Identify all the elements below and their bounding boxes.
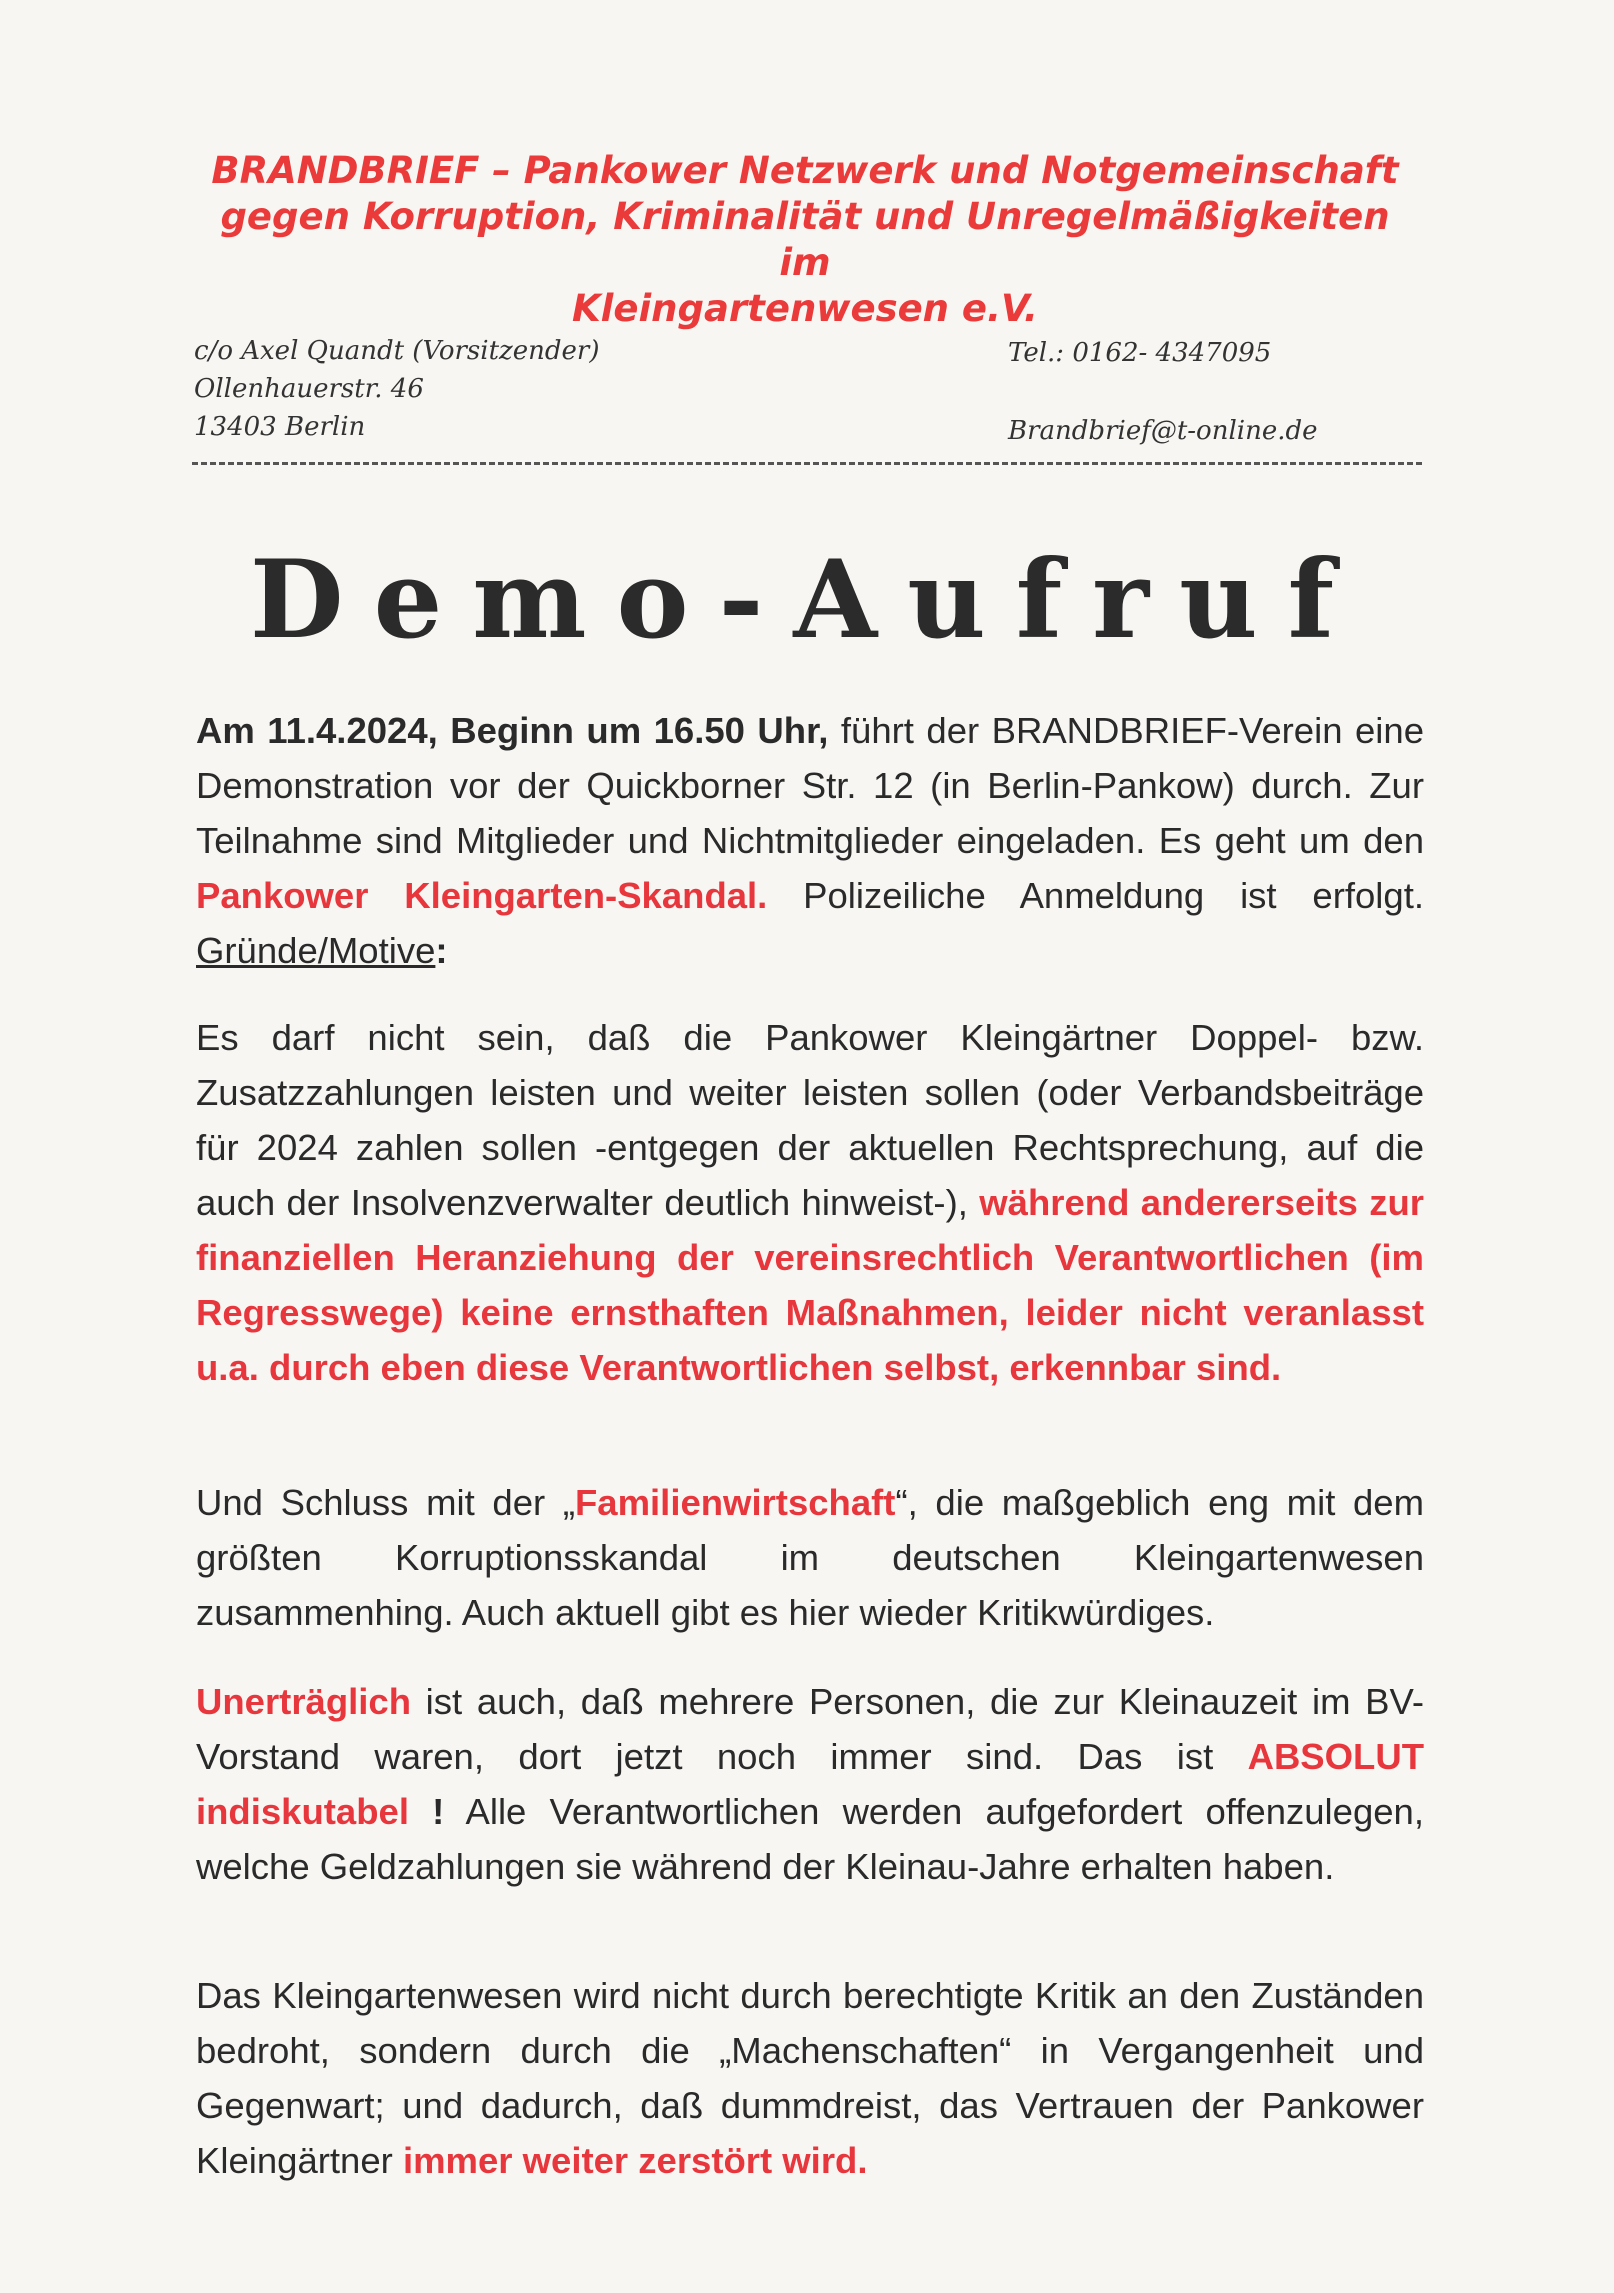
org-header-line-2: gegen Korruption, Kriminalität und Unregelmäßigkeiten im bbox=[220, 195, 1390, 284]
paragraph-5 bbox=[196, 1968, 1424, 2188]
intolerable-highlight: Unerträglich bbox=[196, 1681, 411, 1722]
paragraph-4 bbox=[196, 1674, 1424, 1894]
paragraph-2 bbox=[196, 1010, 1424, 1395]
header-divider bbox=[192, 462, 1422, 465]
p1-text-1: führt der BRANDBRIEF-Verein eine Demonstration vor der Quickborner Str. 12 (in Berlin-Pankow) durch. Zur Teilnahme sind Mitglieder und Nichtmitglieder eingeladen. Es geht um den bbox=[196, 710, 1424, 861]
exclamation: ! bbox=[408, 1791, 445, 1832]
p3-text-2: “, die maßgeblich eng mit dem größten Korruptionsskandal im deutschen Kleingartenwesen zusammenhing. Auch aktuell gibt es hier wieder Kritikwürdiges. bbox=[196, 1482, 1424, 1633]
p3-text-1: Und Schluss mit der „ bbox=[196, 1482, 575, 1523]
page-title: Demo-Aufruf bbox=[249, 537, 1365, 663]
reasons-colon: : bbox=[435, 930, 448, 971]
event-date-time: Am 11.4.2024, Beginn um 16.50 Uhr, bbox=[196, 710, 829, 751]
reasons-heading: Gründe/Motive bbox=[196, 930, 436, 971]
p5-text-1: Das Kleingartenwesen wird nicht durch berechtigte Kritik an den Zuständen bedroht, sondern durch die „Machenschaften“ in Vergangenheit und Gegenwart; und dadurch, daß dummdreist, das Vertrauen der Pankower Kleingärtner bbox=[196, 1975, 1424, 2181]
sender-address bbox=[194, 332, 599, 446]
org-header-line-3: Kleingartenwesen e.V. bbox=[572, 287, 1038, 330]
org-header-line-1: BRANDBRIEF – Pankower Netzwerk und Notgemeinschaft bbox=[211, 149, 1399, 192]
org-header bbox=[200, 148, 1410, 332]
scandal-highlight: Pankower Kleingarten-Skandal. bbox=[196, 875, 768, 916]
p4-text-2: Alle Verantwortlichen werden aufgefordert offenzulegen, welche Geldzahlungen sie während der Kleinau-Jahre erhalten haben. bbox=[196, 1791, 1424, 1887]
absolutely-unacceptable-highlight: ABSOLUT indiskutabel bbox=[196, 1736, 1424, 1832]
p2-text-1: Es darf nicht sein, daß die Pankower Kleingärtner Doppel- bzw. Zusatzzahlungen leisten und weiter leisten sollen (oder Verbandsbeiträge für 2024 zahlen sollen -entgegen der aktuellen Rechtsprechung, auf die auch der Insolvenzverwalter deutlich hinweist-), bbox=[196, 1017, 1424, 1223]
address-co: c/o Axel Quandt (Vorsitzender) bbox=[194, 336, 600, 366]
paragraph-3 bbox=[196, 1475, 1424, 1640]
address-city: 13403 Berlin bbox=[194, 412, 366, 442]
contact-phone: Tel.: 0162- 4347095 bbox=[1008, 338, 1272, 368]
address-street: Ollenhauerstr. 46 bbox=[194, 374, 424, 404]
family-business-highlight: Familienwirtschaft bbox=[574, 1482, 896, 1523]
p4-text-1: ist auch, daß mehrere Personen, die zur Kleinauzeit im BV-Vorstand waren, dort jetzt noch immer sind. Das ist bbox=[196, 1681, 1424, 1777]
paragraph-1 bbox=[196, 703, 1424, 978]
p1-text-2: Polizeiliche Anmeldung ist erfolgt. bbox=[767, 875, 1424, 916]
destroyed-trust-highlight: immer weiter zerstört wird. bbox=[402, 2140, 868, 2181]
contact-email: Brandbrief@t-online.de bbox=[1008, 416, 1318, 446]
p2-highlight: während andererseits zur finanziellen Heranziehung der vereinsrechtlich Verantwortlichen (im Regresswege) keine ernsthaften Maßnahmen, leider nicht veranlasst u.a. durch eben diese Verantwortlichen selbst, erkennbar sind. bbox=[196, 1182, 1424, 1388]
